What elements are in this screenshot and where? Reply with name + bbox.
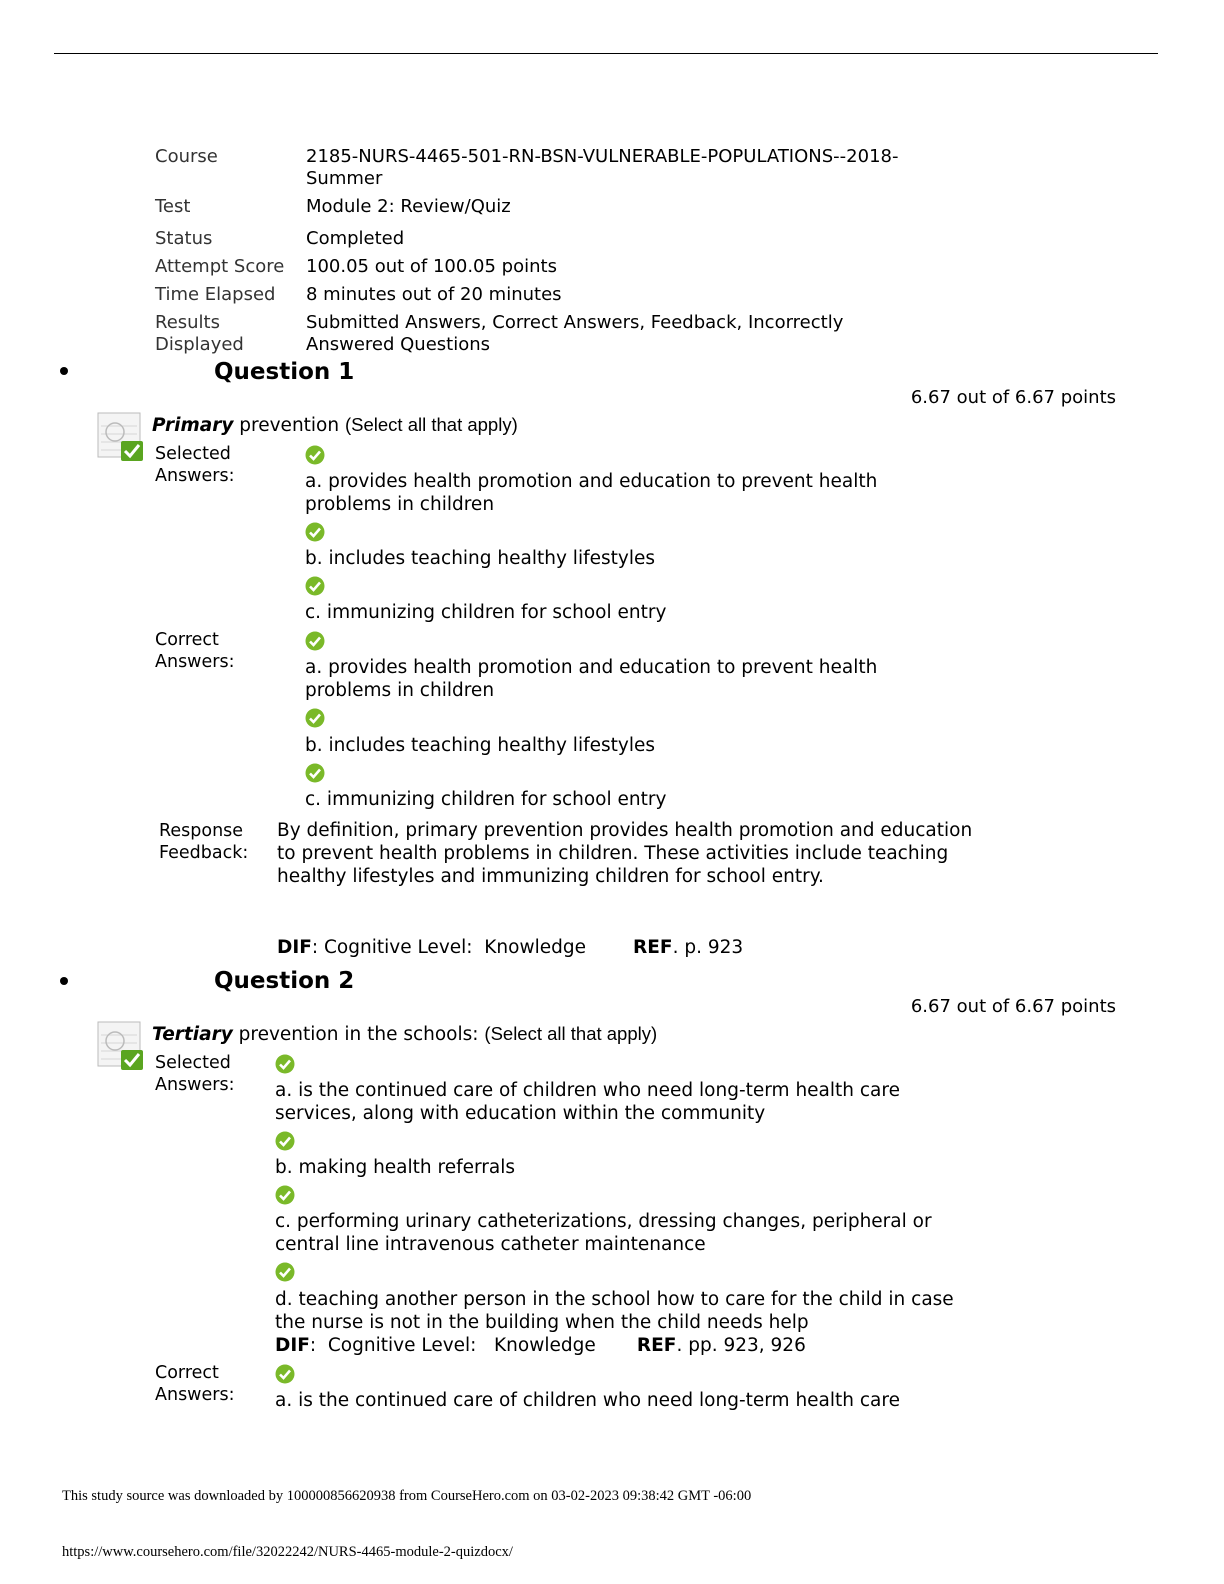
prompt-instruction: (Select all that apply): [484, 1023, 658, 1044]
correct-answers-label: Correct Answers:: [155, 630, 235, 672]
ref-text: . pp. 923, 926: [676, 1335, 806, 1356]
ref-text: . p. 923: [672, 937, 744, 958]
info-label: Time Elapsed: [155, 284, 276, 305]
graded-correct-icon: [97, 412, 147, 462]
info-value: Module 2: Review/Quiz: [306, 196, 511, 217]
selected-answer: b. making health referrals: [275, 1157, 515, 1178]
dif-label: DIF: [275, 1335, 310, 1356]
info-label: Test: [155, 196, 191, 217]
prompt-emphasis: Tertiary: [152, 1024, 233, 1045]
info-value: Submitted Answers, Correct Answers, Feedback, Incorrectly Answered Questions: [306, 312, 844, 355]
info-value: 8 minutes out of 20 minutes: [306, 284, 562, 305]
download-source-notice: This study source was downloaded by 100000856620938 from CourseHero.com on 03-02-2023 09:38:42 GMT -06:00: [62, 1488, 752, 1504]
selected-answer: c. performing urinary catheterizations, dressing changes, peripheral or central line intravenous catheter maintenance: [275, 1211, 932, 1255]
check-circle-icon: [305, 576, 325, 596]
correct-answer: c. immunizing children for school entry: [305, 789, 667, 810]
check-circle-icon: [305, 445, 325, 465]
selected-answer: d. teaching another person in the school how to care for the child in case the nurse is not in the building when the child needs help: [275, 1289, 954, 1333]
check-circle-icon: [305, 522, 325, 542]
correct-answer: a. provides health promotion and education to prevent health problems in children: [305, 657, 878, 701]
check-circle-icon: [275, 1054, 295, 1074]
ref-label: REF: [633, 937, 673, 958]
prompt-text: prevention in the schools:: [232, 1024, 485, 1045]
dif-text: : Cognitive Level: Knowledge: [311, 937, 586, 958]
selected-answers-label: Selected Answers:: [155, 1053, 235, 1095]
list-bullet: [60, 367, 68, 375]
prompt-instruction: (Select all that apply): [344, 414, 518, 435]
question-metadata: [275, 1334, 806, 1357]
selected-answer: b. includes teaching healthy lifestyles: [305, 548, 655, 569]
response-feedback-label: Response Feedback:: [159, 821, 249, 863]
info-value: 100.05 out of 100.05 points: [306, 256, 557, 277]
info-label: Attempt Score: [155, 256, 285, 277]
correct-answer: b. includes teaching healthy lifestyles: [305, 735, 655, 756]
response-feedback: By definition, primary prevention provides health promotion and education to prevent health problems in children. These activities include teaching healthy lifestyles and immunizing children for school entry.: [277, 820, 973, 887]
check-circle-icon: [275, 1131, 295, 1151]
selected-answer: a. is the continued care of children who need long-term health care services, along with education within the community: [275, 1080, 900, 1124]
prompt-text: prevention: [233, 415, 345, 436]
graded-correct-icon: [97, 1021, 147, 1071]
check-circle-icon: [305, 708, 325, 728]
question-title: Question 1: [214, 359, 355, 385]
list-bullet: [60, 977, 68, 985]
selected-answer: c. immunizing children for school entry: [305, 602, 667, 623]
dif-label: DIF: [277, 937, 312, 958]
correct-answers-label: Correct Answers:: [155, 1363, 235, 1405]
selected-answers-label: Selected Answers:: [155, 444, 235, 486]
info-label: Results Displayed: [155, 312, 244, 355]
check-circle-icon: [275, 1364, 295, 1384]
check-circle-icon: [305, 631, 325, 651]
top-rule: [54, 53, 1158, 54]
info-value: 2185-NURS-4465-501-RN-BSN-VULNERABLE-POPULATIONS--2018-Summer: [306, 146, 899, 189]
ref-label: REF: [636, 1335, 677, 1356]
source-url-link[interactable]: https://www.coursehero.com/file/32022242/NURS-4465-module-2-quizdocx/: [62, 1544, 513, 1560]
question-prompt: [152, 1022, 657, 1047]
info-label: Status: [155, 228, 213, 249]
question-prompt: [152, 413, 518, 438]
question-points: 6.67 out of 6.67 points: [910, 996, 1116, 1017]
check-circle-icon: [275, 1262, 295, 1282]
dif-text: : Cognitive Level: Knowledge: [309, 1335, 596, 1356]
info-value: Completed: [306, 228, 405, 249]
check-circle-icon: [275, 1185, 295, 1205]
prompt-emphasis: Primary: [152, 415, 234, 436]
question-title: Question 2: [214, 968, 355, 994]
correct-answer: a. is the continued care of children who need long-term health care: [275, 1390, 900, 1411]
check-circle-icon: [305, 763, 325, 783]
question-points: 6.67 out of 6.67 points: [910, 387, 1116, 408]
selected-answer: a. provides health promotion and education to prevent health problems in children: [305, 471, 878, 515]
question-metadata: [277, 936, 743, 959]
info-label: Course: [155, 146, 218, 167]
